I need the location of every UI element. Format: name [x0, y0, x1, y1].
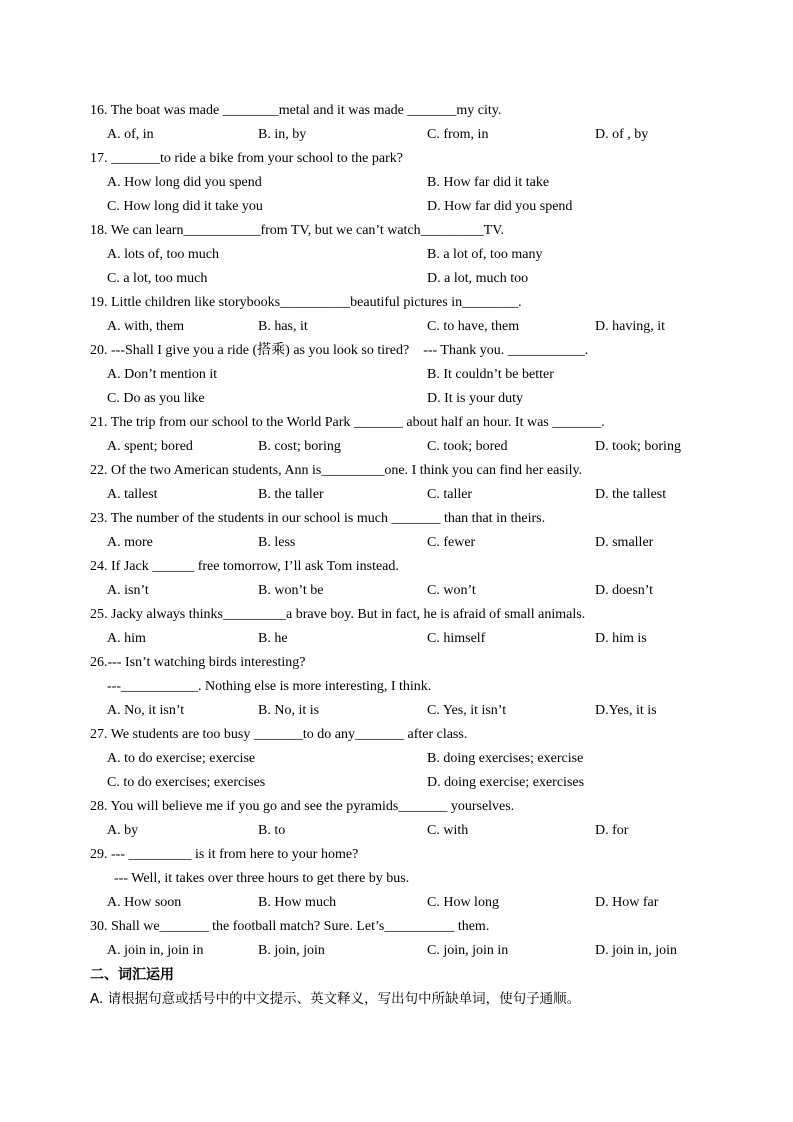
question-28-stem: 28. You will believe me if you go and see the pyramids_______ yourselves. — [90, 799, 515, 814]
question-27-option-b: B. doing exercises; exercise — [427, 751, 584, 766]
question-27-stem: 27. We students are too busy _______to do any_______ after class. — [90, 727, 468, 742]
question-17-option-c: C. How long did it take you — [107, 199, 263, 214]
question-28-option-a: A. by — [107, 823, 139, 838]
question-27-option-d: D. doing exercise; exercises — [427, 775, 585, 790]
question-16-option-b: B. in, by — [258, 127, 307, 142]
question-25-stem: 25. Jacky always thinks_________a brave boy. But in fact, he is afraid of small animals. — [90, 607, 586, 622]
question-22-option-c: C. taller — [427, 487, 473, 502]
question-21-option-a: A. spent; bored — [107, 439, 193, 454]
question-25-option-b: B. he — [258, 631, 288, 646]
question-29-option-a: A. How soon — [107, 895, 182, 910]
question-24-stem: 24. If Jack ______ free tomorrow, I’ll ask Tom instead. — [90, 559, 399, 574]
question-19-option-b: B. has, it — [258, 319, 308, 334]
question-16-option-c: C. from, in — [427, 127, 489, 142]
question-16-option-a: A. of, in — [107, 127, 154, 142]
question-25-option-a: A. him — [107, 631, 146, 646]
question-23-option-d: D. smaller — [595, 535, 654, 550]
question-25-option-c: C. himself — [427, 631, 486, 646]
question-24-option-a: A. isn’t — [107, 583, 149, 598]
question-21-option-b: B. cost; boring — [258, 439, 341, 454]
question-26-option-d: D.Yes, it is — [595, 703, 657, 718]
question-20-option-c: C. Do as you like — [107, 391, 205, 406]
question-26-option-c: C. Yes, it isn’t — [427, 703, 507, 718]
question-29-option-c: C. How long — [427, 895, 499, 910]
question-18-option-a: A. lots of, too much — [107, 247, 219, 262]
section-instruction: A. 请根据句意或括号中的中文提示、英文释义，写出句中所缺单词，使句子通顺。 — [90, 991, 581, 1007]
question-22-option-a: A. tallest — [107, 487, 158, 502]
question-16-option-d: D. of , by — [595, 127, 649, 142]
question-25-option-d: D. him is — [595, 631, 647, 646]
question-17-option-b: B. How far did it take — [427, 175, 550, 190]
question-27-option-c: C. to do exercises; exercises — [107, 775, 266, 790]
question-20-option-b: B. It couldn’t be better — [427, 367, 554, 382]
question-24-option-b: B. won’t be — [258, 583, 324, 598]
question-29-reply: --- Well, it takes over three hours to get there by bus. — [114, 871, 410, 886]
question-19-option-d: D. having, it — [595, 319, 665, 334]
question-19-stem: 19. Little children like storybooks__________beautiful pictures in________. — [90, 295, 522, 310]
question-22-stem: 22. Of the two American students, Ann is_________one. I think you can find her easily. — [90, 463, 583, 478]
question-23-option-c: C. fewer — [427, 535, 476, 550]
question-18-option-d: D. a lot, much too — [427, 271, 529, 286]
question-26-reply: ---___________. Nothing else is more interesting, I think. — [107, 679, 432, 694]
question-28-option-c: C. with — [427, 823, 469, 838]
question-23-option-b: B. less — [258, 535, 296, 550]
question-30-option-d: D. join in, join — [595, 943, 678, 958]
question-22-option-b: B. the taller — [258, 487, 324, 502]
question-22-option-d: D. the tallest — [595, 487, 667, 502]
question-30-stem: 30. Shall we_______ the football match? Sure. Let’s__________ them. — [90, 919, 490, 934]
question-20-option-a: A. Don’t mention it — [107, 367, 218, 382]
question-18-option-b: B. a lot of, too many — [427, 247, 543, 262]
question-30-option-a: A. join in, join in — [107, 943, 204, 958]
question-29-option-b: B. How much — [258, 895, 337, 910]
question-21-stem: 21. The trip from our school to the World Park _______ about half an hour. It was _______. — [90, 415, 605, 430]
question-23-stem: 23. The number of the students in our school is much _______ than that in theirs. — [90, 511, 546, 526]
question-24-option-c: C. won’t — [427, 583, 476, 598]
question-30-option-b: B. join, join — [258, 943, 325, 958]
question-26-option-b: B. No, it is — [258, 703, 320, 718]
question-28-option-b: B. to — [258, 823, 286, 838]
question-26-stem: 26.--- Isn’t watching birds interesting? — [90, 655, 306, 670]
question-18-option-c: C. a lot, too much — [107, 271, 208, 286]
question-21-option-c: C. took; bored — [427, 439, 508, 454]
question-21-option-d: D. took; boring — [595, 439, 681, 454]
question-29-stem: 29. --- _________ is it from here to your home? — [90, 847, 359, 862]
question-17-stem: 17. _______to ride a bike from your school to the park? — [90, 151, 403, 166]
question-28-option-d: D. for — [595, 823, 629, 838]
question-20-option-d: D. It is your duty — [427, 391, 524, 406]
question-30-option-c: C. join, join in — [427, 943, 509, 958]
question-17-option-d: D. How far did you spend — [427, 199, 573, 214]
question-24-option-d: D. doesn’t — [595, 583, 654, 598]
question-18-stem: 18. We can learn___________from TV, but we can’t watch_________TV. — [90, 223, 505, 238]
question-19-option-c: C. to have, them — [427, 319, 520, 334]
question-17-option-a: A. How long did you spend — [107, 175, 262, 190]
question-26-option-a: A. No, it isn’t — [107, 703, 185, 718]
question-27-option-a: A. to do exercise; exercise — [107, 751, 256, 766]
question-19-option-a: A. with, them — [107, 319, 184, 334]
question-29-option-d: D. How far — [595, 895, 659, 910]
question-20-stem: 20. ---Shall I give you a ride (搭乘) as you look so tired? --- Thank you. ___________. — [90, 343, 589, 358]
section-heading: 二、词汇运用 — [90, 967, 174, 983]
question-23-option-a: A. more — [107, 535, 153, 550]
question-16-stem: 16. The boat was made ________metal and it was made _______my city. — [90, 103, 502, 118]
